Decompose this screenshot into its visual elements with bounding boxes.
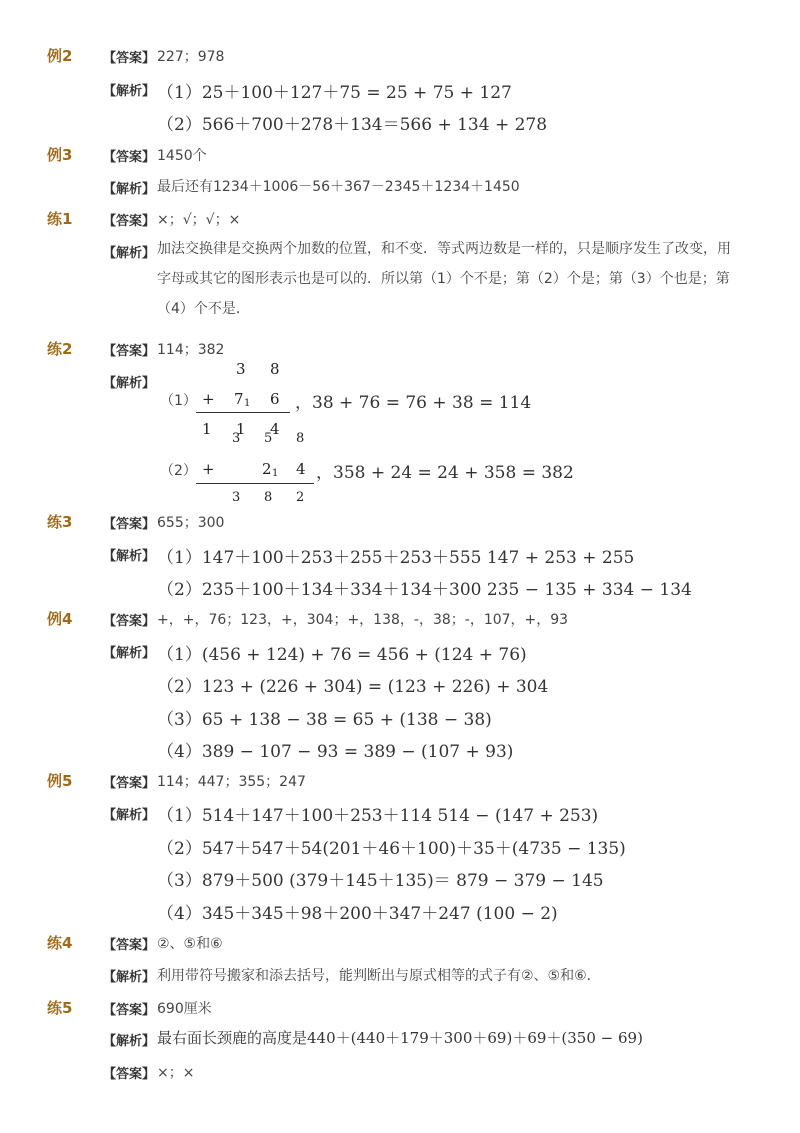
answer-label: 【答案】	[103, 344, 156, 359]
practice-5-answer: 690厘米	[157, 1001, 212, 1017]
analysis-label: 【解析】	[103, 1034, 156, 1049]
practice-3-tag: 练3	[47, 513, 73, 531]
practice-2-answer: 114；382	[157, 342, 225, 358]
digit: 3	[232, 431, 241, 446]
sum-rule	[196, 483, 314, 484]
digit: 4	[296, 460, 306, 478]
analysis-label: 【解析】	[103, 646, 156, 661]
answer-label: 【答案】	[103, 150, 156, 165]
digit: 8	[296, 431, 305, 446]
plus-sign: +	[202, 390, 215, 408]
example-2-answer: 227；978	[157, 49, 225, 65]
example-5-answer: 114；447；355；247	[157, 774, 306, 790]
answer-label: 【答案】	[103, 776, 156, 791]
analysis-label: 【解析】	[103, 182, 156, 197]
practice-4-tag: 练4	[47, 934, 73, 952]
digit: 3	[236, 360, 246, 378]
practice-5-line-1: 最右面长颈鹿的高度是440＋(440＋179＋300＋69)＋69＋(350 − 69)	[157, 1029, 643, 1047]
sub-index: （2）	[160, 463, 197, 479]
answer-label: 【答案】	[103, 1003, 156, 1018]
practice-3-line-2: （2）235＋100＋134＋334＋134＋300 235 − 135 + 334 − 134	[157, 580, 692, 600]
example-5-line-4: （4）345＋345＋98＋200＋347＋247 (100 − 2)	[157, 904, 558, 924]
practice-1-answer: ×；√；√；×	[157, 212, 241, 228]
practice-1-explanation: 加法交换律是交换两个加数的位置，和不变．等式两边数是一样的，只是顺序发生了改变，用字母或其它的图形表示也是可以的．所以第（1）个不是；第（2）个是；第（3）个也是；第（4）个不是．	[157, 241, 731, 317]
answer-label: 【答案】	[103, 1067, 156, 1082]
answer-label: 【答案】	[103, 517, 156, 532]
example-4-answer: +，+，76；123，+，304；+，138，-，38；-，107，+，93	[157, 612, 569, 628]
analysis-label: 【解析】	[103, 246, 156, 261]
digit: 2	[296, 490, 305, 505]
practice-2-tag: 练2	[47, 340, 73, 358]
example-2-line-2: （2）566＋700＋278＋134＝566 + 134 + 278	[157, 115, 548, 135]
digit: 6	[270, 390, 280, 408]
practice-4-answer: ②、⑤和⑥	[157, 936, 223, 952]
digit: 8	[264, 490, 273, 505]
equation: ，358 + 24 = 24 + 358 = 382	[316, 463, 574, 483]
example-2-line-1: （1）25＋100＋127＋75 = 25 + 75 + 127	[157, 83, 512, 103]
carry-digit: 1	[244, 398, 251, 409]
example-2-tag: 例2	[47, 47, 73, 65]
digit: 3	[232, 490, 241, 505]
digit: 4	[270, 420, 280, 438]
practice-3-answer: 655；300	[157, 515, 225, 531]
digit: 5	[264, 431, 273, 446]
example-5-line-2: （2）547＋547＋54(201＋46＋100)＋35＋(4735 − 135)	[157, 839, 626, 859]
sum-rule	[196, 412, 290, 413]
practice-1-tag: 练1	[47, 210, 73, 228]
example-4-line-3: （3）65 + 138 − 38 = 65 + (138 − 38)	[157, 710, 492, 730]
example-5-line-3: （3）879＋500 (379＋145＋135)＝ 879 − 379 − 145	[157, 871, 604, 891]
answer-label: 【答案】	[103, 938, 156, 953]
digit: 2	[262, 460, 272, 478]
digit: 1	[236, 420, 246, 438]
example-4-line-2: （2）123 + (226 + 304) = (123 + 226) + 304	[157, 677, 549, 697]
answer-label: 【答案】	[103, 214, 156, 229]
example-5-tag: 例5	[47, 772, 73, 790]
plus-sign: +	[202, 460, 215, 478]
analysis-label: 【解析】	[103, 549, 156, 564]
analysis-label: 【解析】	[103, 376, 156, 391]
equation: ，38 + 76 = 76 + 38 = 114	[295, 393, 532, 413]
analysis-label: 【解析】	[103, 808, 156, 823]
analysis-label: 【解析】	[103, 84, 156, 99]
example-3-line-1: 最后还有1234＋1006－56＋367－2345＋1234＋1450	[157, 179, 520, 195]
example-4-tag: 例4	[47, 610, 73, 628]
digit: 7	[234, 390, 244, 408]
digit: 1	[202, 420, 212, 438]
example-4-line-4: （4）389 − 107 − 93 = 389 − (107 + 93)	[157, 742, 514, 762]
sub-index: （1）	[160, 393, 197, 409]
example-3-answer: 1450个	[157, 148, 207, 164]
practice-4-line-1: 利用带符号搬家和添去括号，能判断出与原式相等的式子有②、⑤和⑥．	[157, 968, 601, 984]
carry-digit: 1	[272, 468, 279, 479]
answer-label: 【答案】	[103, 614, 156, 629]
practice-3-line-1: （1）147＋100＋253＋255＋253＋555 147 + 253 + 255	[157, 548, 635, 568]
example-3-tag: 例3	[47, 146, 73, 164]
example-5-line-1: （1）514＋147＋100＋253＋114 514 − (147 + 253)	[157, 806, 599, 826]
analysis-label: 【解析】	[103, 970, 156, 985]
last-answer: ×；×	[157, 1065, 195, 1081]
example-4-line-1: （1）(456 + 124) + 76 = 456 + (124 + 76)	[157, 645, 527, 665]
practice-5-tag: 练5	[47, 999, 73, 1017]
digit: 8	[270, 360, 280, 378]
answer-label: 【答案】	[103, 51, 156, 66]
